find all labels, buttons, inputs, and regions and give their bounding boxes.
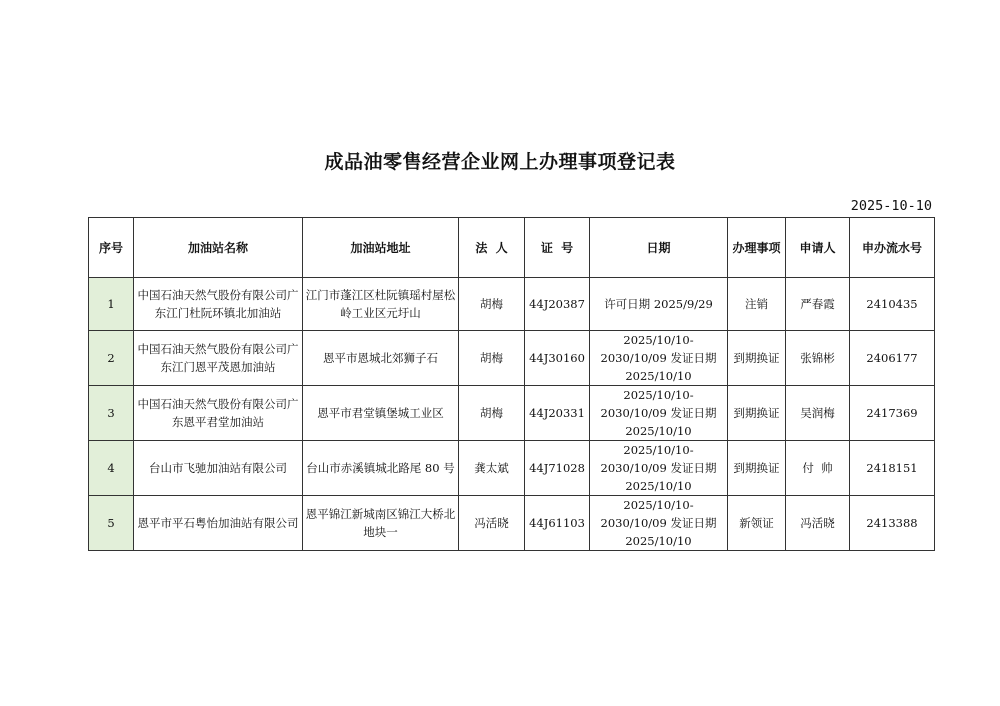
- table-row: [89, 278, 935, 331]
- cell-station-name: 中国石油天然气股份有限公司广东江门杜阮环镇北加油站: [134, 278, 303, 331]
- cell-seq: 2: [89, 331, 134, 386]
- cell-station-name: 台山市飞驰加油站有限公司: [134, 441, 303, 496]
- cell-serial: 2417369: [850, 386, 935, 441]
- cell-legal-person: 冯活晓: [459, 496, 525, 551]
- cell-license-no: 44J71028: [525, 441, 590, 496]
- cell-station-name: 恩平市平石粤怡加油站有限公司: [134, 496, 303, 551]
- cell-address: 江门市蓬江区杜阮镇瑶村屋松岭工业区元圩山: [303, 278, 459, 331]
- cell-license-no: 44J20331: [525, 386, 590, 441]
- cell-seq: 1: [89, 278, 134, 331]
- header-legal-person: 法 人: [459, 218, 525, 278]
- cell-date: 许可日期 2025/9/29: [590, 278, 728, 331]
- cell-date: 2025/10/10-2030/10/09 发证日期 2025/10/10: [590, 496, 728, 551]
- cell-station-name: 中国石油天然气股份有限公司广东江门恩平茂恩加油站: [134, 331, 303, 386]
- cell-item: 新领证: [728, 496, 786, 551]
- header-date: 日期: [590, 218, 728, 278]
- cell-legal-person: 胡梅: [459, 331, 525, 386]
- cell-license-no: 44J61103: [525, 496, 590, 551]
- table-row: [89, 441, 935, 496]
- cell-address: 台山市赤溪镇城北路尾 80 号: [303, 441, 459, 496]
- cell-seq: 3: [89, 386, 134, 441]
- cell-item: 注销: [728, 278, 786, 331]
- cell-address: 恩平锦江新城南区锦江大桥北地块一: [303, 496, 459, 551]
- cell-seq: 4: [89, 441, 134, 496]
- cell-date: 2025/10/10-2030/10/09 发证日期 2025/10/10: [590, 386, 728, 441]
- header-applicant: 申请人: [786, 218, 850, 278]
- cell-applicant: 严春霞: [786, 278, 850, 331]
- cell-license-no: 44J20387: [525, 278, 590, 331]
- header-station-name: 加油站名称: [134, 218, 303, 278]
- header-seq: 序号: [89, 218, 134, 278]
- header-serial: 申办流水号: [850, 218, 935, 278]
- cell-date: 2025/10/10-2030/10/09 发证日期 2025/10/10: [590, 441, 728, 496]
- cell-applicant: 张锦彬: [786, 331, 850, 386]
- cell-serial: 2410435: [850, 278, 935, 331]
- document-title: 成品油零售经营企业网上办理事项登记表: [324, 151, 676, 173]
- cell-applicant: 吴润梅: [786, 386, 850, 441]
- cell-serial: 2413388: [850, 496, 935, 551]
- cell-applicant: 付 帅: [786, 441, 850, 496]
- cell-seq: 5: [89, 496, 134, 551]
- table-row: [89, 331, 935, 386]
- header-address: 加油站地址: [303, 218, 459, 278]
- cell-address: 恩平市恩城北郊狮子石: [303, 331, 459, 386]
- cell-legal-person: 胡梅: [459, 278, 525, 331]
- cell-legal-person: 胡梅: [459, 386, 525, 441]
- cell-legal-person: 龚太斌: [459, 441, 525, 496]
- header-item: 办理事项: [728, 218, 786, 278]
- cell-serial: 2406177: [850, 331, 935, 386]
- table-row: [89, 386, 935, 441]
- cell-item: 到期换证: [728, 331, 786, 386]
- cell-station-name: 中国石油天然气股份有限公司广东恩平君堂加油站: [134, 386, 303, 441]
- cell-address: 恩平市君堂镇堡城工业区: [303, 386, 459, 441]
- table-header-row: [89, 218, 935, 278]
- cell-date: 2025/10/10-2030/10/09 发证日期 2025/10/10: [590, 331, 728, 386]
- header-license-no: 证 号: [525, 218, 590, 278]
- registry-table: [88, 217, 935, 551]
- cell-item: 到期换证: [728, 441, 786, 496]
- document-date: 2025-10-10: [850, 198, 932, 214]
- cell-serial: 2418151: [850, 441, 935, 496]
- cell-license-no: 44J30160: [525, 331, 590, 386]
- cell-item: 到期换证: [728, 386, 786, 441]
- table-row: [89, 496, 935, 551]
- cell-applicant: 冯活晓: [786, 496, 850, 551]
